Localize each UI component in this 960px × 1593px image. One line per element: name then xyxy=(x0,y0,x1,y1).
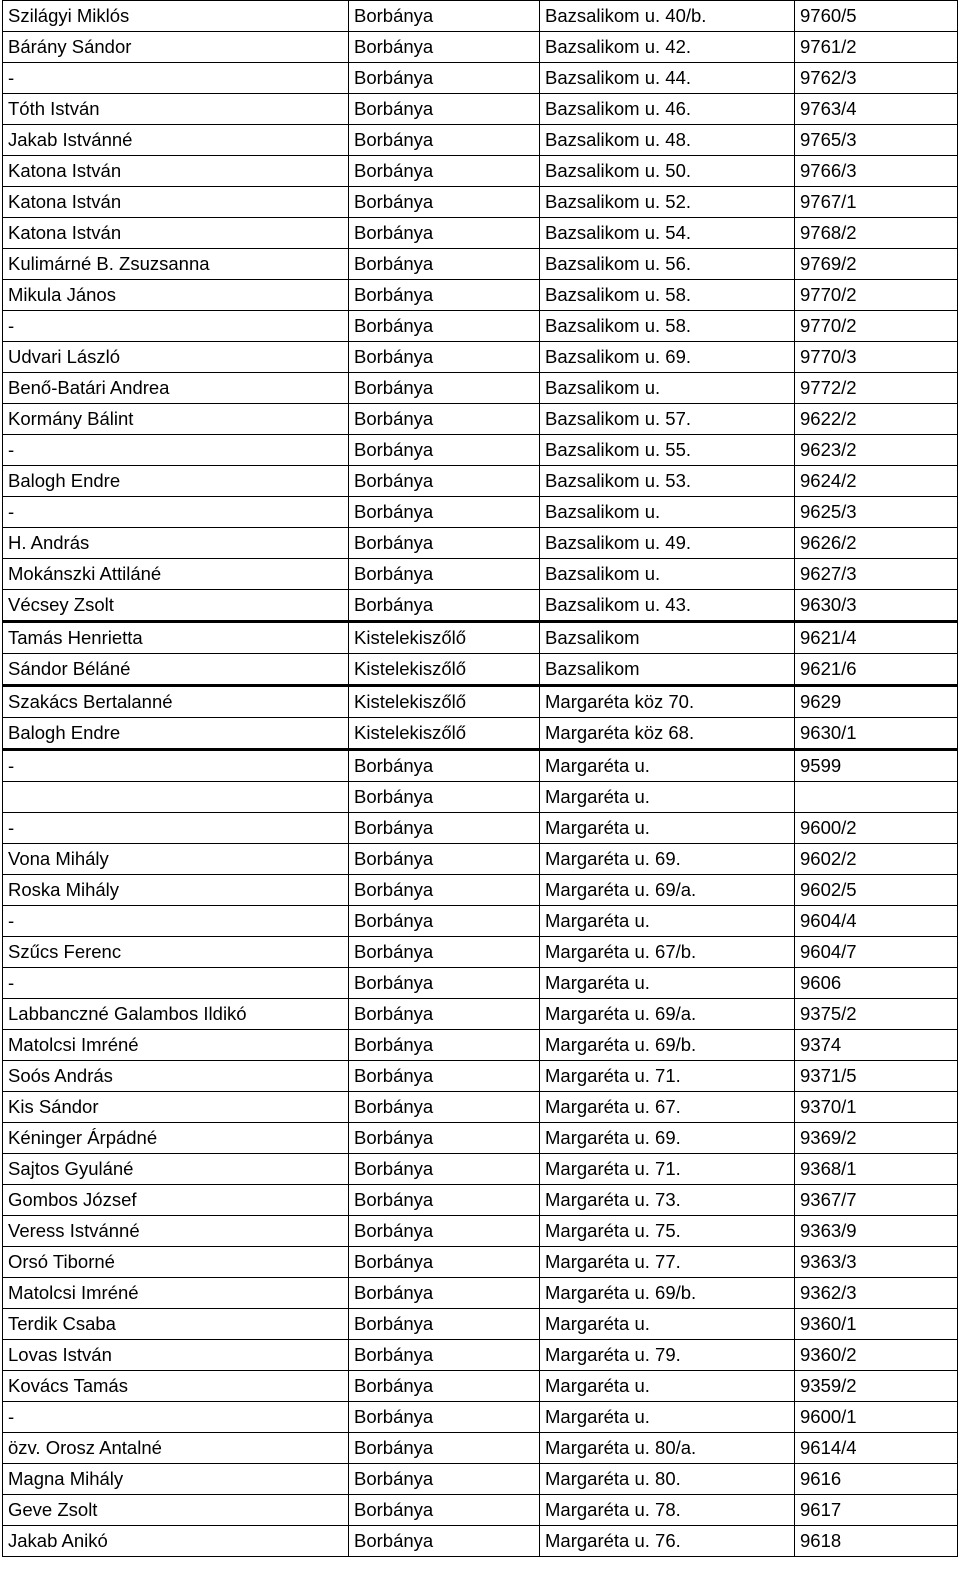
locality-cell: Kistelekiszőlő xyxy=(349,622,540,654)
locality-cell: Borbánya xyxy=(349,373,540,404)
address-cell: Bazsalikom u. 46. xyxy=(540,94,795,125)
lot-number-cell: 9362/3 xyxy=(795,1278,958,1309)
owner-name-cell: - xyxy=(3,311,349,342)
locality-cell: Borbánya xyxy=(349,1433,540,1464)
owner-name-cell: Veress Istvánné xyxy=(3,1216,349,1247)
locality-cell: Borbánya xyxy=(349,1185,540,1216)
address-cell: Bazsalikom u. 56. xyxy=(540,249,795,280)
lot-number-cell: 9614/4 xyxy=(795,1433,958,1464)
owner-name-cell xyxy=(3,782,349,813)
lot-number-cell: 9360/1 xyxy=(795,1309,958,1340)
lot-number-cell: 9369/2 xyxy=(795,1123,958,1154)
locality-cell: Borbánya xyxy=(349,94,540,125)
address-cell: Bazsalikom u. 54. xyxy=(540,218,795,249)
locality-cell: Borbánya xyxy=(349,466,540,497)
owner-name-cell: Roska Mihály xyxy=(3,875,349,906)
address-cell: Margaréta u. 69/a. xyxy=(540,999,795,1030)
address-cell: Margaréta köz 68. xyxy=(540,718,795,750)
owner-name-cell: - xyxy=(3,813,349,844)
lot-number-cell: 9363/9 xyxy=(795,1216,958,1247)
locality-cell: Borbánya xyxy=(349,968,540,999)
table-row xyxy=(3,622,958,654)
lot-number-cell: 9600/2 xyxy=(795,813,958,844)
owner-name-cell: Szűcs Ferenc xyxy=(3,937,349,968)
owner-name-cell: Bárány Sándor xyxy=(3,32,349,63)
table-row xyxy=(3,1371,958,1402)
address-cell: Bazsalikom u. 58. xyxy=(540,311,795,342)
address-cell: Margaréta u. 75. xyxy=(540,1216,795,1247)
table-row xyxy=(3,404,958,435)
owner-name-cell: Balogh Endre xyxy=(3,718,349,750)
owner-name-cell: Szilágyi Miklós xyxy=(3,1,349,32)
address-cell: Bazsalikom u. 53. xyxy=(540,466,795,497)
table-row xyxy=(3,1092,958,1123)
locality-cell: Borbánya xyxy=(349,1526,540,1557)
lot-number-cell: 9621/6 xyxy=(795,654,958,686)
table-row xyxy=(3,654,958,686)
table-row xyxy=(3,280,958,311)
address-cell: Bazsalikom u. 55. xyxy=(540,435,795,466)
lot-number-cell: 9768/2 xyxy=(795,218,958,249)
table-row xyxy=(3,937,958,968)
owner-name-cell: özv. Orosz Antalné xyxy=(3,1433,349,1464)
lot-number-cell: 9622/2 xyxy=(795,404,958,435)
table-row xyxy=(3,813,958,844)
table-row xyxy=(3,497,958,528)
locality-cell: Borbánya xyxy=(349,1216,540,1247)
owner-name-cell: Lovas István xyxy=(3,1340,349,1371)
owner-name-cell: - xyxy=(3,1402,349,1433)
owner-name-cell: Sándor Béláné xyxy=(3,654,349,686)
address-cell: Margaréta u. 69. xyxy=(540,844,795,875)
lot-number-cell: 9368/1 xyxy=(795,1154,958,1185)
lot-number-cell: 9374 xyxy=(795,1030,958,1061)
locality-cell: Borbánya xyxy=(349,875,540,906)
owner-name-cell: Orsó Tiborné xyxy=(3,1247,349,1278)
address-cell: Margaréta u. 76. xyxy=(540,1526,795,1557)
address-cell: Margaréta u. 67. xyxy=(540,1092,795,1123)
locality-cell: Borbánya xyxy=(349,999,540,1030)
address-cell: Bazsalikom u. xyxy=(540,373,795,404)
address-cell: Margaréta u. 71. xyxy=(540,1061,795,1092)
table-row xyxy=(3,875,958,906)
address-cell: Margaréta u. 73. xyxy=(540,1185,795,1216)
address-cell: Bazsalikom u. 49. xyxy=(540,528,795,559)
locality-cell: Borbánya xyxy=(349,1371,540,1402)
address-cell: Margaréta u. xyxy=(540,750,795,782)
owner-name-cell: Kulimárné B. Zsuzsanna xyxy=(3,249,349,280)
locality-cell: Borbánya xyxy=(349,906,540,937)
lot-number-cell: 9599 xyxy=(795,750,958,782)
address-cell: Bazsalikom u. 44. xyxy=(540,63,795,94)
address-cell: Margaréta u. 78. xyxy=(540,1495,795,1526)
lot-number-cell: 9769/2 xyxy=(795,249,958,280)
owner-name-cell: Benő-Batári Andrea xyxy=(3,373,349,404)
address-cell: Bazsalikom u. 48. xyxy=(540,125,795,156)
owner-name-cell: Sajtos Gyuláné xyxy=(3,1154,349,1185)
locality-cell: Borbánya xyxy=(349,311,540,342)
locality-cell: Borbánya xyxy=(349,1402,540,1433)
locality-cell: Borbánya xyxy=(349,1092,540,1123)
lot-number-cell: 9616 xyxy=(795,1464,958,1495)
owner-name-cell: Balogh Endre xyxy=(3,466,349,497)
table-row xyxy=(3,32,958,63)
owner-name-cell: Kormány Bálint xyxy=(3,404,349,435)
table-row xyxy=(3,1433,958,1464)
lot-number-cell: 9761/2 xyxy=(795,32,958,63)
table-row xyxy=(3,844,958,875)
lot-number-cell: 9360/2 xyxy=(795,1340,958,1371)
lot-number-cell: 9624/2 xyxy=(795,466,958,497)
locality-cell: Borbánya xyxy=(349,280,540,311)
lot-number-cell: 9618 xyxy=(795,1526,958,1557)
owner-name-cell: - xyxy=(3,63,349,94)
lot-number-cell: 9765/3 xyxy=(795,125,958,156)
locality-cell: Borbánya xyxy=(349,1309,540,1340)
address-cell: Margaréta u. 79. xyxy=(540,1340,795,1371)
table-row xyxy=(3,1526,958,1557)
lot-number-cell: 9371/5 xyxy=(795,1061,958,1092)
table-row xyxy=(3,1402,958,1433)
address-cell: Margaréta u. xyxy=(540,782,795,813)
table-row xyxy=(3,125,958,156)
address-cell: Bazsalikom u. xyxy=(540,559,795,590)
owner-name-cell: Mikula János xyxy=(3,280,349,311)
table-row xyxy=(3,906,958,937)
table-row xyxy=(3,718,958,750)
address-cell: Margaréta u. 80/a. xyxy=(540,1433,795,1464)
lot-number-cell: 9604/4 xyxy=(795,906,958,937)
locality-cell: Borbánya xyxy=(349,435,540,466)
table-row xyxy=(3,373,958,404)
owner-name-cell: Katona István xyxy=(3,156,349,187)
address-cell: Margaréta u. xyxy=(540,1371,795,1402)
address-cell: Bazsalikom xyxy=(540,622,795,654)
lot-number-cell: 9625/3 xyxy=(795,497,958,528)
table-row xyxy=(3,1030,958,1061)
property-table-body xyxy=(3,1,958,1557)
owner-name-cell: Soós András xyxy=(3,1061,349,1092)
table-row xyxy=(3,1278,958,1309)
table-row xyxy=(3,1123,958,1154)
property-table xyxy=(2,0,958,1557)
lot-number-cell: 9600/1 xyxy=(795,1402,958,1433)
locality-cell: Borbánya xyxy=(349,559,540,590)
address-cell: Margaréta u. xyxy=(540,813,795,844)
locality-cell: Borbánya xyxy=(349,1123,540,1154)
owner-name-cell: - xyxy=(3,750,349,782)
table-row xyxy=(3,1154,958,1185)
locality-cell: Borbánya xyxy=(349,937,540,968)
locality-cell: Borbánya xyxy=(349,1247,540,1278)
lot-number-cell: 9770/2 xyxy=(795,280,958,311)
locality-cell: Borbánya xyxy=(349,32,540,63)
owner-name-cell: Katona István xyxy=(3,187,349,218)
table-row xyxy=(3,1185,958,1216)
owner-name-cell: Szakács Bertalanné xyxy=(3,686,349,718)
lot-number-cell: 9367/7 xyxy=(795,1185,958,1216)
locality-cell: Kistelekiszőlő xyxy=(349,654,540,686)
lot-number-cell: 9770/2 xyxy=(795,311,958,342)
address-cell: Margaréta u. xyxy=(540,968,795,999)
lot-number-cell: 9772/2 xyxy=(795,373,958,404)
locality-cell: Borbánya xyxy=(349,782,540,813)
locality-cell: Borbánya xyxy=(349,218,540,249)
address-cell: Bazsalikom u. 58. xyxy=(540,280,795,311)
address-cell: Margaréta u. xyxy=(540,906,795,937)
locality-cell: Kistelekiszőlő xyxy=(349,718,540,750)
table-row xyxy=(3,686,958,718)
owner-name-cell: Jakab Istvánné xyxy=(3,125,349,156)
table-row xyxy=(3,342,958,373)
locality-cell: Borbánya xyxy=(349,1,540,32)
owner-name-cell: Matolcsi Imréné xyxy=(3,1278,349,1309)
table-row xyxy=(3,559,958,590)
table-row xyxy=(3,94,958,125)
locality-cell: Borbánya xyxy=(349,1154,540,1185)
address-cell: Margaréta u. 69/b. xyxy=(540,1030,795,1061)
lot-number-cell: 9606 xyxy=(795,968,958,999)
owner-name-cell: Jakab Anikó xyxy=(3,1526,349,1557)
owner-name-cell: Tóth István xyxy=(3,94,349,125)
table-row xyxy=(3,1247,958,1278)
address-cell: Margaréta u. 77. xyxy=(540,1247,795,1278)
locality-cell: Borbánya xyxy=(349,249,540,280)
owner-name-cell: Gombos József xyxy=(3,1185,349,1216)
owner-name-cell: - xyxy=(3,435,349,466)
address-cell: Margaréta u. 80. xyxy=(540,1464,795,1495)
locality-cell: Borbánya xyxy=(349,1495,540,1526)
address-cell: Bazsalikom u. 50. xyxy=(540,156,795,187)
table-row xyxy=(3,1464,958,1495)
locality-cell: Borbánya xyxy=(349,528,540,559)
table-row xyxy=(3,528,958,559)
locality-cell: Borbánya xyxy=(349,1030,540,1061)
table-row xyxy=(3,156,958,187)
table-row xyxy=(3,590,958,622)
table-row xyxy=(3,1061,958,1092)
lot-number-cell: 9617 xyxy=(795,1495,958,1526)
lot-number-cell: 9604/7 xyxy=(795,937,958,968)
address-cell: Margaréta u. xyxy=(540,1309,795,1340)
owner-name-cell: Kis Sándor xyxy=(3,1092,349,1123)
locality-cell: Borbánya xyxy=(349,404,540,435)
lot-number-cell: 9370/1 xyxy=(795,1092,958,1123)
lot-number-cell: 9363/3 xyxy=(795,1247,958,1278)
table-row xyxy=(3,63,958,94)
owner-name-cell: Kovács Tamás xyxy=(3,1371,349,1402)
lot-number-cell: 9621/4 xyxy=(795,622,958,654)
table-row xyxy=(3,1216,958,1247)
lot-number-cell: 9762/3 xyxy=(795,63,958,94)
locality-cell: Borbánya xyxy=(349,156,540,187)
lot-number-cell: 9763/4 xyxy=(795,94,958,125)
locality-cell: Borbánya xyxy=(349,1061,540,1092)
address-cell: Bazsalikom u. 52. xyxy=(540,187,795,218)
locality-cell: Borbánya xyxy=(349,1278,540,1309)
address-cell: Bazsalikom u. 40/b. xyxy=(540,1,795,32)
table-row xyxy=(3,750,958,782)
address-cell: Bazsalikom xyxy=(540,654,795,686)
owner-name-cell: Kéninger Árpádné xyxy=(3,1123,349,1154)
owner-name-cell: H. András xyxy=(3,528,349,559)
address-cell: Margaréta u. 69/a. xyxy=(540,875,795,906)
owner-name-cell: Magna Mihály xyxy=(3,1464,349,1495)
lot-number-cell: 9627/3 xyxy=(795,559,958,590)
locality-cell: Borbánya xyxy=(349,63,540,94)
lot-number-cell: 9630/3 xyxy=(795,590,958,622)
locality-cell: Borbánya xyxy=(349,1340,540,1371)
locality-cell: Borbánya xyxy=(349,1464,540,1495)
lot-number-cell: 9375/2 xyxy=(795,999,958,1030)
address-cell: Bazsalikom u. 57. xyxy=(540,404,795,435)
table-row xyxy=(3,249,958,280)
table-row xyxy=(3,435,958,466)
owner-name-cell: Mokánszki Attiláné xyxy=(3,559,349,590)
lot-number-cell: 9630/1 xyxy=(795,718,958,750)
locality-cell: Borbánya xyxy=(349,590,540,622)
table-row xyxy=(3,1,958,32)
table-row xyxy=(3,968,958,999)
table-row xyxy=(3,218,958,249)
lot-number-cell: 9602/2 xyxy=(795,844,958,875)
owner-name-cell: Matolcsi Imréné xyxy=(3,1030,349,1061)
lot-number-cell: 9760/5 xyxy=(795,1,958,32)
table-row xyxy=(3,999,958,1030)
table-row xyxy=(3,782,958,813)
owner-name-cell: - xyxy=(3,968,349,999)
locality-cell: Borbánya xyxy=(349,844,540,875)
owner-name-cell: Labbanczné Galambos Ildikó xyxy=(3,999,349,1030)
address-cell: Bazsalikom u. 69. xyxy=(540,342,795,373)
address-cell: Bazsalikom u. 43. xyxy=(540,590,795,622)
owner-name-cell: Vécsey Zsolt xyxy=(3,590,349,622)
owner-name-cell: - xyxy=(3,497,349,528)
lot-number-cell: 9766/3 xyxy=(795,156,958,187)
owner-name-cell: - xyxy=(3,906,349,937)
table-row xyxy=(3,466,958,497)
locality-cell: Borbánya xyxy=(349,813,540,844)
lot-number-cell: 9629 xyxy=(795,686,958,718)
owner-name-cell: Udvari László xyxy=(3,342,349,373)
address-cell: Margaréta u. xyxy=(540,1402,795,1433)
locality-cell: Borbánya xyxy=(349,497,540,528)
table-row xyxy=(3,187,958,218)
address-cell: Margaréta u. 71. xyxy=(540,1154,795,1185)
owner-name-cell: Katona István xyxy=(3,218,349,249)
address-cell: Margaréta u. 69. xyxy=(540,1123,795,1154)
lot-number-cell: 9359/2 xyxy=(795,1371,958,1402)
address-cell: Bazsalikom u. 42. xyxy=(540,32,795,63)
address-cell: Margaréta u. 69/b. xyxy=(540,1278,795,1309)
locality-cell: Borbánya xyxy=(349,342,540,373)
owner-name-cell: Geve Zsolt xyxy=(3,1495,349,1526)
lot-number-cell: 9770/3 xyxy=(795,342,958,373)
table-row xyxy=(3,1340,958,1371)
lot-number-cell: 9767/1 xyxy=(795,187,958,218)
lot-number-cell xyxy=(795,782,958,813)
table-row xyxy=(3,311,958,342)
table-row xyxy=(3,1495,958,1526)
owner-name-cell: Vona Mihály xyxy=(3,844,349,875)
locality-cell: Kistelekiszőlő xyxy=(349,686,540,718)
owner-name-cell: Terdik Csaba xyxy=(3,1309,349,1340)
lot-number-cell: 9626/2 xyxy=(795,528,958,559)
address-cell: Margaréta köz 70. xyxy=(540,686,795,718)
locality-cell: Borbánya xyxy=(349,750,540,782)
owner-name-cell: Tamás Henrietta xyxy=(3,622,349,654)
address-cell: Bazsalikom u. xyxy=(540,497,795,528)
lot-number-cell: 9623/2 xyxy=(795,435,958,466)
locality-cell: Borbánya xyxy=(349,187,540,218)
address-cell: Margaréta u. 67/b. xyxy=(540,937,795,968)
table-row xyxy=(3,1309,958,1340)
locality-cell: Borbánya xyxy=(349,125,540,156)
lot-number-cell: 9602/5 xyxy=(795,875,958,906)
